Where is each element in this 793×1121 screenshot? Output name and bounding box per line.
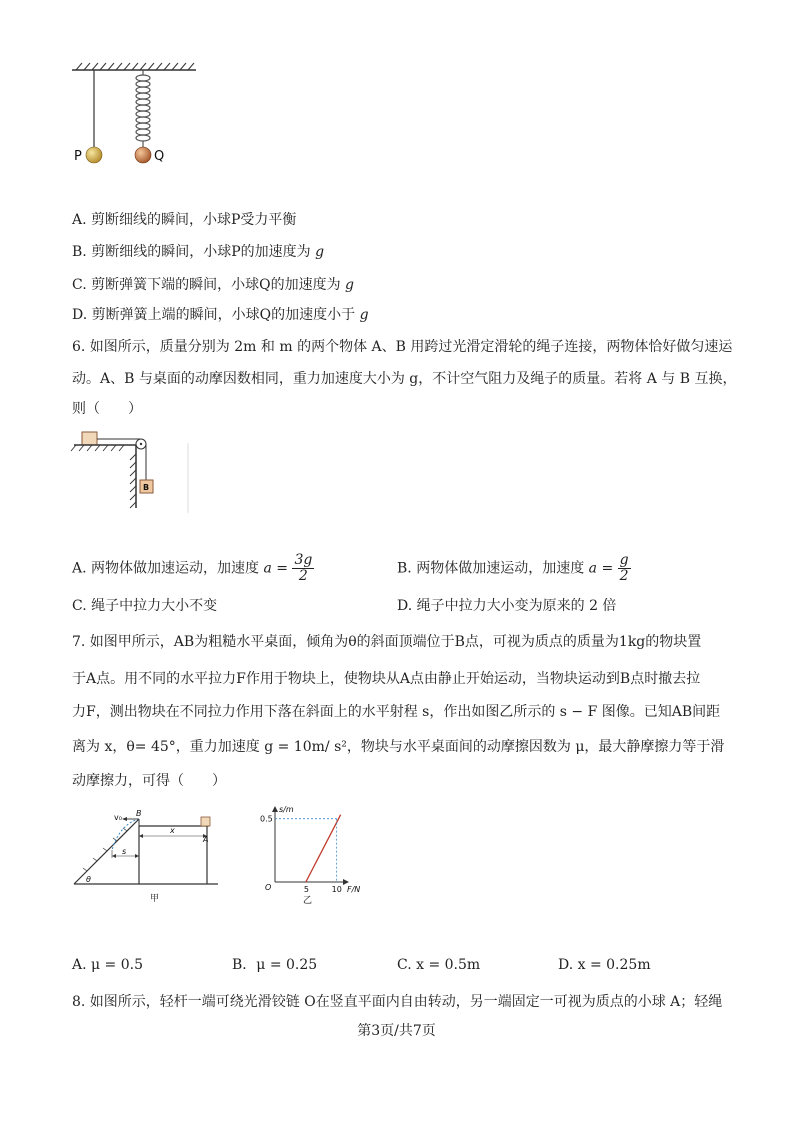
block-a bbox=[82, 432, 97, 445]
q5-option-b: B. 剪断细线的瞬间，小球P的加速度为 g bbox=[72, 244, 325, 260]
q7-option-a: A. μ = 0.5 bbox=[72, 957, 144, 973]
svg-text:A: A bbox=[203, 835, 209, 844]
series-line bbox=[306, 815, 341, 882]
q7-line-5: 动摩擦力，可得（ ） bbox=[72, 773, 226, 789]
x-tick-label-10: 10 bbox=[331, 885, 342, 894]
svg-text:s: s bbox=[122, 847, 127, 856]
y-tick-label: 0.5 bbox=[260, 814, 273, 824]
q6-option-a: A. 两物体做加速运动，加速度 a = $\frac{3g}{2}$ bbox=[72, 552, 313, 584]
x-axis-label: F/N bbox=[347, 885, 361, 894]
q7-line-2: 于A点。用不同的水平拉力F作用于物块上，使物块从A点由静止开始运动，当物块运动到B点时撤去拉 bbox=[72, 671, 701, 687]
q5-option-c: C. 剪断弹簧下端的瞬间，小球Q的加速度为 g bbox=[72, 277, 355, 293]
caption-jia: 甲 bbox=[150, 894, 160, 903]
block-b-label: B bbox=[143, 483, 150, 492]
block bbox=[201, 817, 210, 826]
q5-option-a: A. 剪断细线的瞬间，小球P受力平衡 bbox=[72, 212, 297, 228]
q6-line-1: 6. 如图所示，质量分别为 2m 和 m 的两个物体 A、B 用跨过光滑定滑轮的绳子连接，两物体恰好做匀速运 bbox=[72, 339, 733, 355]
ball-p bbox=[86, 147, 102, 163]
q6-option-d: D. 绳子中拉力大小变为原来的 2 倍 bbox=[397, 598, 617, 614]
q6-option-c: C. 绳子中拉力大小不变 bbox=[72, 598, 218, 614]
label-p: P bbox=[74, 149, 82, 164]
svg-text:x: x bbox=[170, 826, 175, 835]
q6-line-2: 动。A、B 与桌面的动摩因数相同，重力加速度大小为 g，不计空气阻力及绳子的质量。若将 A 与 B 互换， bbox=[72, 371, 737, 387]
q7-option-d: D. x = 0.25m bbox=[558, 957, 651, 973]
label-q: Q bbox=[154, 149, 165, 164]
svg-text:θ: θ bbox=[86, 875, 91, 884]
q7-option-c: C. x = 0.5m bbox=[397, 957, 481, 973]
q6-option-b: B. 两物体做加速运动，加速度 a = $\frac{g}{2}$ bbox=[397, 552, 629, 584]
q6-figure bbox=[70, 428, 190, 513]
q5-option-d: D. 剪断弹簧上端的瞬间，小球Q的加速度小于 g bbox=[72, 307, 369, 323]
q7-figure-jia bbox=[72, 808, 222, 903]
q8-line-1: 8. 如图所示，轻杆一端可绕光滑铰链 O在竖直平面内自由转动，另一端固定一可视为质点的小球 A；轻绳 bbox=[72, 994, 723, 1010]
q7-line-3: 力F，测出物块在不同拉力作用下落在斜面上的水平射程 s，作出如图乙所示的 s − F 图像。已知AB间距 bbox=[72, 704, 721, 720]
q7-chart-yi bbox=[255, 800, 370, 905]
page-footer: 第3页/共7页 bbox=[357, 1023, 436, 1039]
q7-line-1: 7. 如图甲所示，AB为粗糙水平桌面，倾角为θ的斜面顶端位于B点，可视为质点的质量为1kg的物块置 bbox=[72, 634, 702, 650]
incline bbox=[74, 819, 139, 884]
svg-text:B: B bbox=[136, 809, 142, 818]
spring bbox=[136, 70, 150, 148]
y-axis-label: s/m bbox=[279, 805, 294, 814]
origin-label: O bbox=[265, 883, 272, 892]
x-tick-label-5: 5 bbox=[303, 885, 309, 894]
ball-q bbox=[135, 147, 151, 163]
q6-line-3: 则（ ） bbox=[72, 401, 142, 417]
caption-yi: 乙 bbox=[303, 896, 313, 905]
svg-text:v₀: v₀ bbox=[114, 813, 122, 822]
pq-figure bbox=[70, 62, 210, 172]
q7-line-4: 离为 x，θ= 45°，重力加速度 g = 10m/ s²，物块与水平桌面间的动摩擦因数为 μ，最大静摩擦力等于滑 bbox=[72, 739, 725, 755]
q7-option-b: B．μ = 0.25 bbox=[232, 957, 318, 973]
